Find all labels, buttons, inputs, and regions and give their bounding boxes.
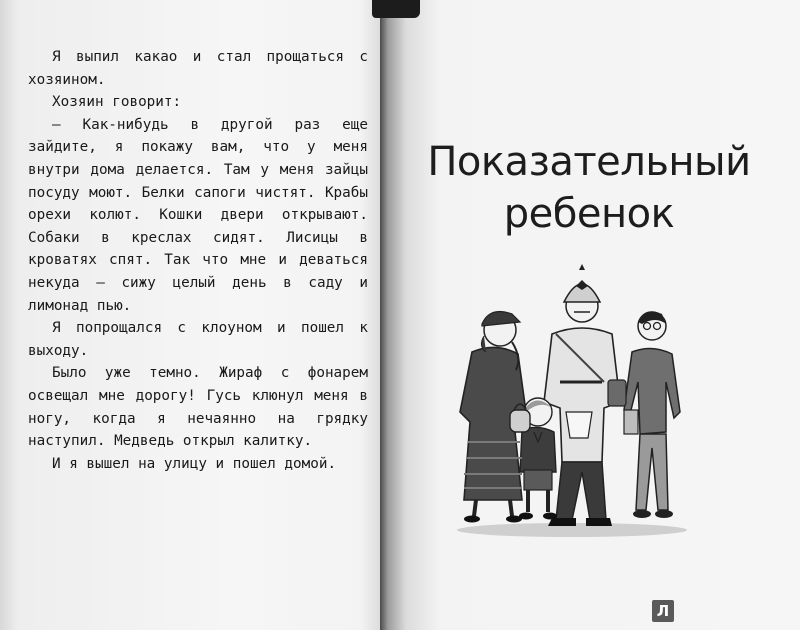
chapter-title-line-2: ребенок <box>503 191 675 237</box>
left-page <box>0 0 392 630</box>
woman-figure <box>460 312 530 523</box>
chapter-title <box>404 136 774 240</box>
body-text <box>28 46 368 475</box>
paragraph: — Как-нибудь в другой раз еще зайдите, я покажу вам, что у меня внутри дома делается. Там у меня зайцы посуду моют. Белки сапоги чистят. Крабы орехи колют. Кошки двери открывают. Собаки в креслах сидят. Лисицы в кроватях спят. Так что мне и деваться некуда — сижу целый день в саду и лимонад пью. <box>28 116 368 314</box>
man-with-glasses-figure <box>624 311 680 518</box>
paragraph: Хозяин говорит: <box>52 94 182 111</box>
chapter-title-line-1: Показательный <box>427 139 751 185</box>
book-spine <box>372 0 420 18</box>
paragraph: Было уже темно. Жираф с фонарем освещал мне дорогу! Гусь клюнул меня в ногу, когда я нечаянно на грядку наступил. Медведь открыл калитку. <box>28 365 368 450</box>
paragraph: Я попрощался с клоуном и пошел к выходу. <box>28 320 368 359</box>
paragraph: Я выпил какао и стал прощаться с хозяином. <box>28 49 368 88</box>
family-with-militiaman-illustration <box>452 262 702 542</box>
militiaman-figure <box>544 264 626 526</box>
publisher-logo: Л <box>652 600 674 622</box>
paragraph: И я вышел на улицу и пошел домой. <box>52 455 337 472</box>
